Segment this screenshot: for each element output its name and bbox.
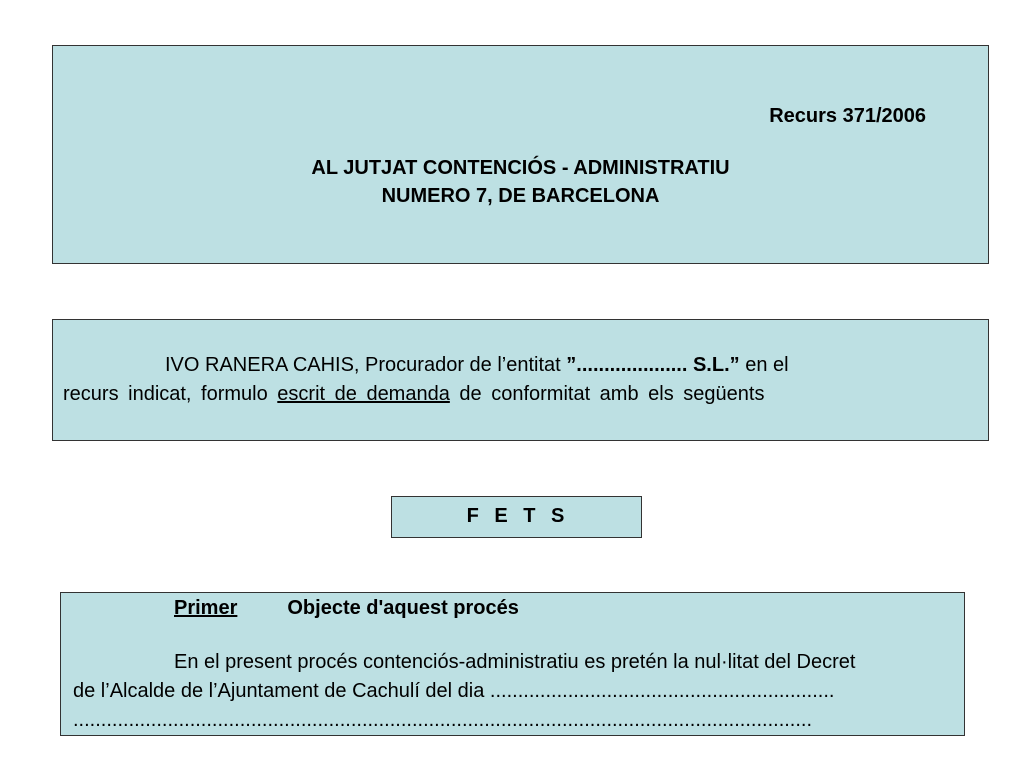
intro-line-2-end: de conformitat amb els següents — [449, 383, 765, 405]
section-title: F E T S — [466, 505, 567, 527]
primer-label: Primer — [174, 597, 238, 619]
intro-line-1 — [165, 354, 789, 377]
intro-line-2-text: recurs indicat, formulo — [63, 383, 278, 405]
intro-line-2 — [63, 383, 764, 406]
primer-fact-box — [60, 592, 965, 736]
primer-text-line-1: En el present procés contenciós-administratiu es pretén la nul·litat del Decret — [174, 651, 856, 673]
court-name-line-1: AL JUTJAT CONTENCIÓS - ADMINISTRATIU — [311, 157, 730, 179]
document-type: escrit de demanda — [277, 383, 450, 405]
entity-name: ”.................... S.L.” — [566, 354, 740, 376]
section-title-box — [391, 496, 642, 538]
intro-line-1-end: en el — [739, 354, 789, 376]
primer-heading — [174, 597, 519, 620]
primer-heading-text: Objecte d'aquest procés — [287, 597, 519, 619]
case-number: Recurs 371/2006 — [769, 105, 926, 127]
primer-text-line-2: de l’Alcalde de l’Ajuntament de Cachulí del dia .............................................................. — [73, 680, 835, 702]
court-name-line-2: NUMERO 7, DE BARCELONA — [381, 185, 660, 207]
primer-text-line-3: ..................................................................................................................................... — [73, 709, 813, 731]
intro-line-1-text: IVO RANERA CAHIS, Procurador de l’entitat — [165, 354, 567, 376]
intro-paragraph-box — [52, 319, 989, 441]
case-header-box — [52, 45, 989, 264]
